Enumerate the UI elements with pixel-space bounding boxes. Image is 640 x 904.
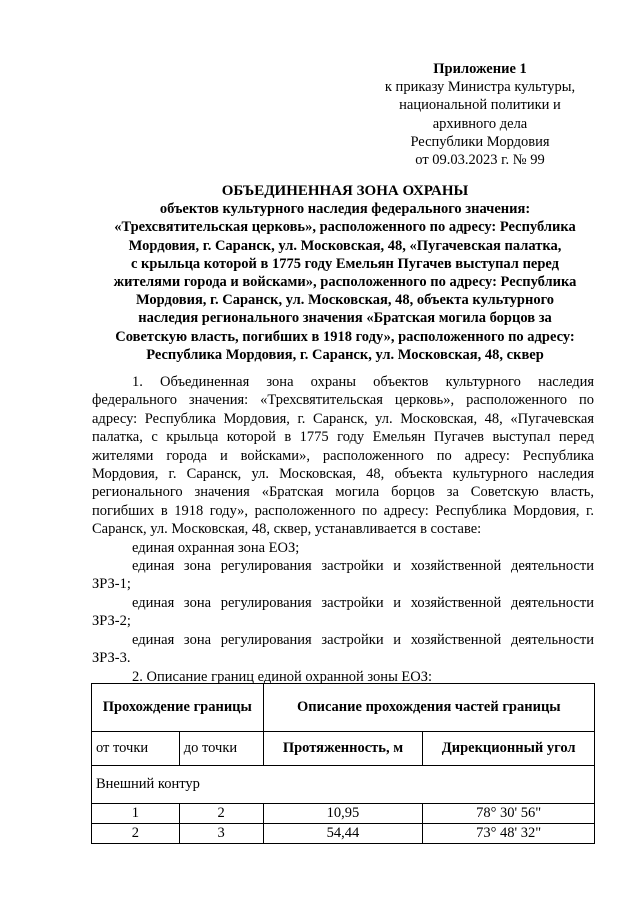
- cell-angle: 73° 48' 32": [423, 824, 595, 844]
- title-line: с крыльца которой в 1775 году Емельян Пугачев выступал перед: [130, 255, 560, 272]
- zone-item-eoz: единая охранная зона ЕОЗ;: [132, 539, 300, 556]
- title-line: ОБЪЕДИНЕННАЯ ЗОНА ОХРАНЫ: [221, 183, 469, 199]
- table-row: [92, 804, 595, 824]
- appendix-line: национальной политики и: [399, 97, 561, 114]
- title-line: Мордовия, г. Саранск, ул. Московская, 48, объекта культурного: [135, 292, 555, 309]
- zone-item-zrz1: единая зона регулирования застройки и хозяйственной деятельности ЗРЗ-1;: [92, 558, 594, 593]
- cell-from: 2: [92, 824, 180, 844]
- cell-from: 1: [92, 804, 180, 824]
- appendix-line: архивного дела: [432, 115, 528, 132]
- appendix-line: Республики Мордовия: [410, 133, 550, 150]
- title-line: Советскую власть, погибших в 1918 году», расположенного по адресу:: [115, 328, 575, 345]
- header-pass: Прохождение границы: [92, 684, 264, 732]
- paragraph-2: 2. Описание границ единой охранной зоны ЕОЗ:: [132, 668, 433, 685]
- header-length: Протяженность, м: [263, 732, 423, 766]
- appendix-line: от 09.03.2023 г. № 99: [415, 152, 545, 169]
- title-line: Республика Мордовия, г. Саранск, ул. Московская, 48, сквер: [146, 346, 544, 363]
- boundary-table: [91, 683, 595, 844]
- header-angle: Дирекционный угол: [423, 732, 595, 766]
- cell-length: 10,95: [263, 804, 423, 824]
- header-description: Описание прохождения частей границы: [263, 684, 594, 732]
- title-line: жителями города и войсками», расположенного по адресу: Республика: [113, 274, 577, 291]
- cell-angle: 78° 30' 56": [423, 804, 595, 824]
- title-line: «Трехсвятительская церковь», расположенного по адресу: Республика: [114, 219, 576, 236]
- document-title: [80, 182, 610, 364]
- appendix-title: Приложение 1: [433, 61, 527, 77]
- appendix-block: [360, 60, 600, 169]
- cell-to: 2: [179, 804, 263, 824]
- zone-item-zrz2: единая зона регулирования застройки и хозяйственной деятельности ЗРЗ-2;: [92, 594, 594, 630]
- header-from: от точки: [92, 732, 180, 766]
- paragraph-1: 1. Объединенная зона охраны объектов культурного наследия федерального значения: «Трехсвятительская церковь», расположенного по адресу: Республика Мордовия, г. Саранск, ул. Московская, 48, «Пугачевская палатка, с крыльца которой в 1775 году Емельян Пугачев выступал перед жителями города и войсками», расположенного по адресу: Республика Мордовия, г. Саранск, ул. Московская, 48, объекта культурного наследия регионального значения «Братская могила борцов за Советскую власть, погибших в 1918 году», расположенного по адресу: Республика Мордовия, г. Саранск, ул. Московская, 48, сквер, устанавливается в составе:: [92, 374, 594, 538]
- zone-item-zrz3: единая зона регулирования застройки и хозяйственной деятельности ЗРЗ-3.: [92, 631, 594, 667]
- appendix-line: к приказу Министра культуры,: [384, 79, 576, 96]
- title-line: Мордовия, г. Саранск, ул. Московская, 48, «Пугачевская палатка,: [128, 237, 562, 254]
- title-line: объектов культурного наследия федерального значения:: [159, 201, 531, 218]
- document-body: [92, 373, 594, 686]
- cell-to: 3: [179, 824, 263, 844]
- title-line: наследия регионального значения «Братская могила борцов за: [138, 310, 552, 327]
- header-to: до точки: [179, 732, 263, 766]
- table-row: [92, 824, 595, 844]
- cell-length: 54,44: [263, 824, 423, 844]
- section-label: Внешний контур: [92, 766, 595, 804]
